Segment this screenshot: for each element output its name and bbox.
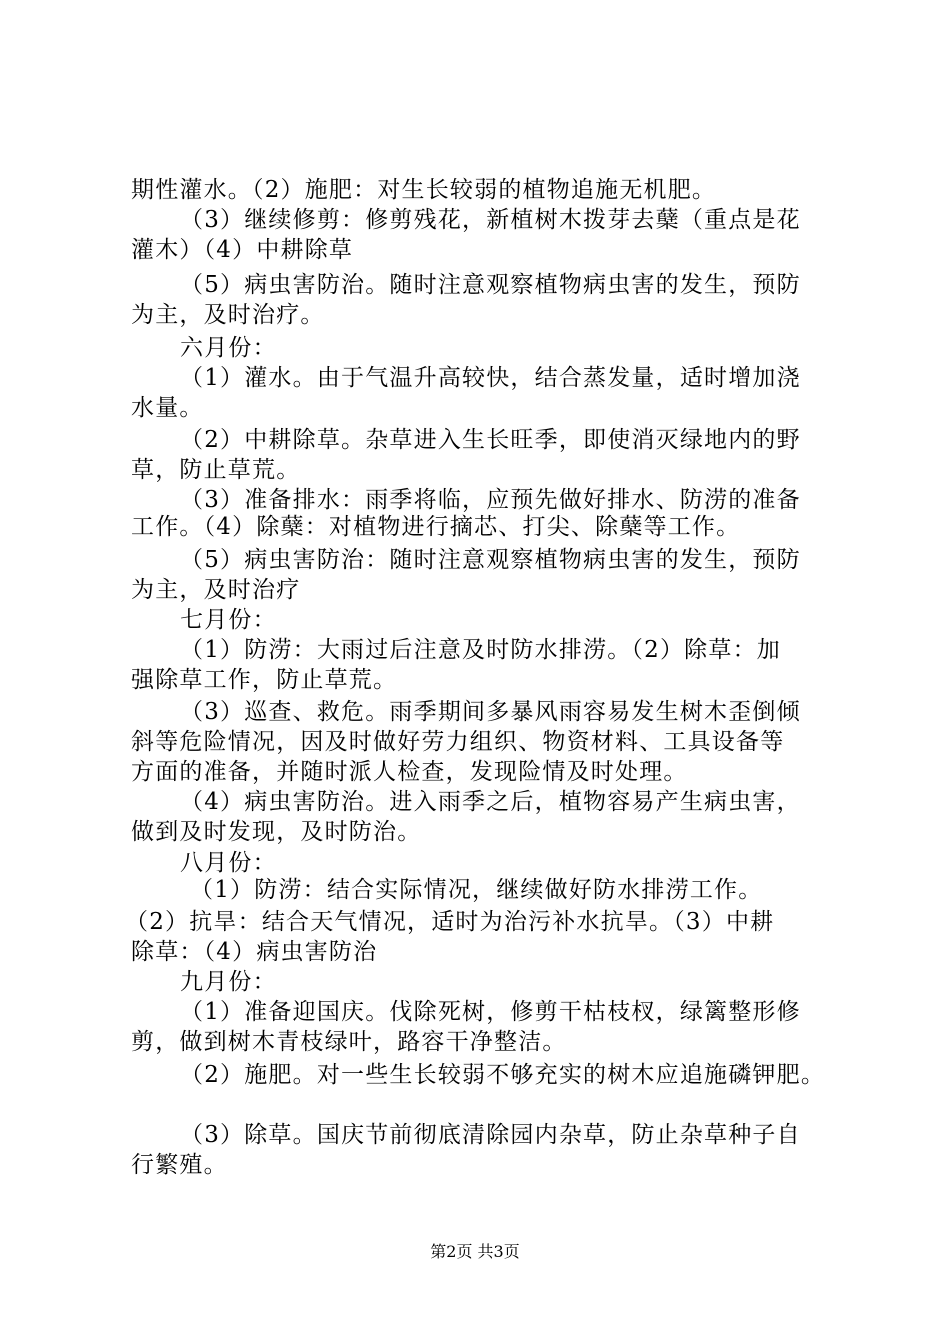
text-line-21: （4）病虫害防治。进入雨季之后，植物容易产生病虫害， xyxy=(180,789,801,815)
text-line-22: 做到及时发现，及时防治。 xyxy=(131,819,422,845)
text-line-2: （3）继续修剪：修剪残花，新植树木拨芽去蘖（重点是花 xyxy=(180,207,801,233)
text-line-11: （3）准备排水：雨季将临，应预先做好排水、防涝的准备 xyxy=(180,487,801,513)
text-line-4: （5）病虫害防治。随时注意观察植物病虫害的发生，预防 xyxy=(180,272,801,298)
text-line-18: （3）巡查、救危。雨季期间多暴风雨容易发生树木歪倒倾 xyxy=(180,699,801,725)
text-line-31: （3）除草。国庆节前彻底清除园内杂草，防止杂草种子自 xyxy=(180,1122,801,1148)
text-line-16: （1）防涝：大雨过后注意及时防水排涝。（2）除草：加 xyxy=(180,637,781,663)
text-line-20: 方面的准备，并随时派人检查，发现险情及时处理。 xyxy=(131,759,688,785)
section-heading-august: 八月份： xyxy=(180,850,277,876)
text-line-30: （2）施肥。对一些生长较弱不够充实的树木应追施磷钾肥。 xyxy=(180,1062,826,1088)
section-heading-july: 七月份： xyxy=(180,607,277,633)
text-line-19: 斜等危险情况，因及时做好劳力组织、物资材料、工具设备等 xyxy=(131,729,785,755)
text-line-32: 行繁殖。 xyxy=(131,1152,228,1178)
text-line-17: 强除草工作，防止草荒。 xyxy=(131,667,398,693)
text-line-7: （1）灌水。由于气温升高较快，结合蒸发量，适时增加浇 xyxy=(180,365,801,391)
text-line-9: （2）中耕除草。杂草进入生长旺季，即使消灭绿地内的野 xyxy=(180,427,801,453)
text-line-25: （2）抗旱：结合天气情况，适时为治污补水抗旱。（3）中耕 xyxy=(125,909,775,935)
text-line-1: 期性灌水。（2）施肥：对生长较弱的植物追施无机肥。 xyxy=(131,177,717,203)
text-line-12: 工作。（4）除蘖：对植物进行摘芯、打尖、除蘖等工作。 xyxy=(131,514,741,540)
text-line-13: （5）病虫害防治：随时注意观察植物病虫害的发生，预防 xyxy=(180,547,801,573)
section-heading-june: 六月份： xyxy=(180,335,277,361)
text-line-26: 除草：（4）病虫害防治 xyxy=(131,939,378,965)
text-line-10: 草，防止草荒。 xyxy=(131,457,301,483)
text-line-29: 剪，做到树木青枝绿叶，路容干净整洁。 xyxy=(131,1029,567,1055)
text-line-5: 为主，及时治疗。 xyxy=(131,302,325,328)
text-line-3: 灌木）（4）中耕除草 xyxy=(131,237,354,263)
text-line-24: （1）防涝：结合实际情况，继续做好防水排涝工作。 xyxy=(190,877,763,903)
text-line-8: 水量。 xyxy=(131,395,204,421)
page-number-footer: 第2页 共3页 xyxy=(430,1242,520,1261)
text-line-28: （1）准备迎国庆。伐除死树，修剪干枯枝杈，绿篱整形修 xyxy=(180,999,801,1025)
section-heading-september: 九月份： xyxy=(180,969,277,995)
text-line-14: 为主，及时治疗 xyxy=(131,577,301,603)
